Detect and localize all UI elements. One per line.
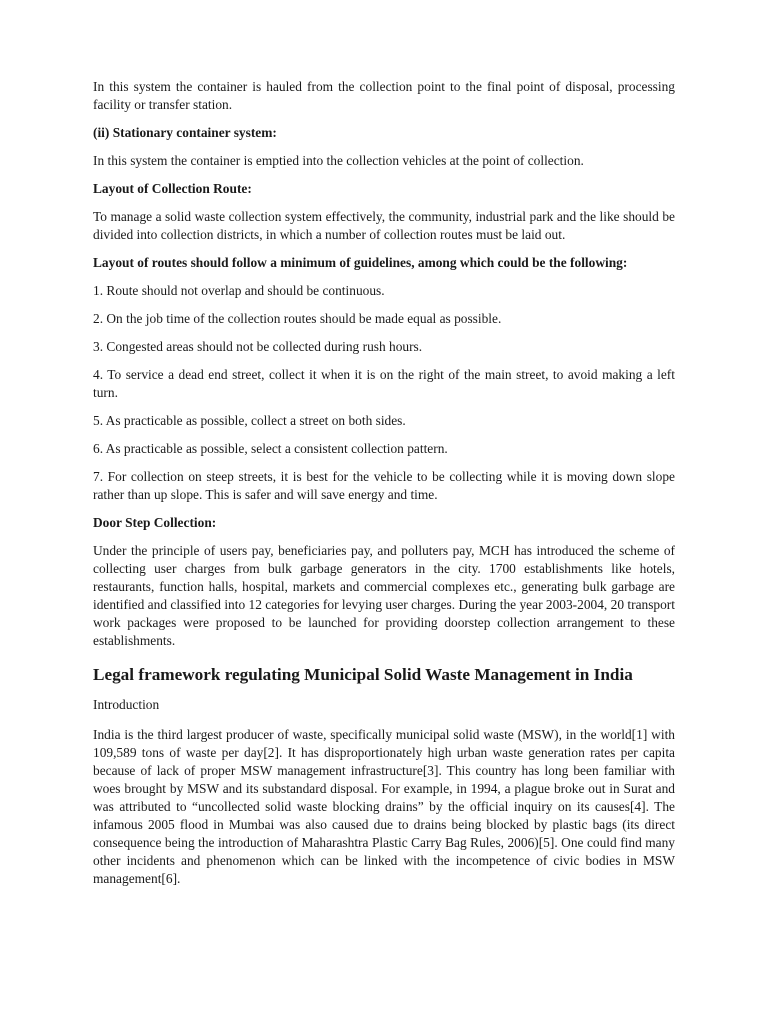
heading-door-step: Door Step Collection: (93, 515, 217, 530)
guideline-item-3: 3. Congested areas should not be collected during rush hours. (93, 339, 423, 354)
paragraph-introduction: India is the third largest producer of waste, specifically municipal solid waste (MSW), in the world[1] with 109,589 tons of waste per day[2]. It has disproportionately high urban waste generation rates per capita because of lack of proper MSW management infrastructure[3]. This country has long been familiar with woes brought by MSW and its substandard disposal. For example, in 1994, a plague broke out in Surat and was attributed to “uncollected solid waste blocking drains” by the official inquiry on its causes[4]. The infamous 2005 flood in Mumbai was also caused due to drains being blocked by plastic bags (its direct consequence being the introduction of Maharashtra Plastic Carry Bag Rules, 2006)[5]. One could find many other incidents and phenomenon which can be linked with the incompetence of civic bodies in MSW management[6]. (93, 727, 675, 886)
guideline-item-1: 1. Route should not overlap and should be continuous. (93, 283, 385, 298)
guideline-item-2: 2. On the job time of the collection routes should be made equal as possible. (93, 311, 502, 326)
heading-route-guidelines: Layout of routes should follow a minimum of guidelines, among which could be the following: (93, 255, 628, 270)
document-page (93, 78, 675, 888)
guideline-item-7: 7. For collection on steep streets, it is best for the vehicle to be collecting while it is moving down slope rather than up slope. This is safer and will save energy and time. (93, 469, 675, 502)
guideline-item-5: 5. As practicable as possible, collect a street on both sides. (93, 413, 406, 428)
paragraph-collection-districts: To manage a solid waste collection system effectively, the community, industrial park and the like should be divided into collection districts, in which a number of collection routes must be laid out. (93, 209, 675, 242)
heading-legal-framework: Legal framework regulating Municipal Solid Waste Management in India (93, 665, 633, 684)
paragraph-stationary-system: In this system the container is emptied into the collection vehicles at the point of collection. (93, 153, 584, 168)
heading-stationary-container: (ii) Stationary container system: (93, 125, 277, 140)
guideline-item-6: 6. As practicable as possible, select a consistent collection pattern. (93, 441, 448, 456)
heading-introduction: Introduction (93, 697, 160, 712)
paragraph-hauled-system: In this system the container is hauled from the collection point to the final point of disposal, processing facility or transfer station. (93, 79, 675, 112)
paragraph-door-step: Under the principle of users pay, beneficiaries pay, and polluters pay, MCH has introduced the scheme of collecting user charges from bulk garbage generators in the city. 1700 establishments like hotels, restaurants, function halls, hospital, markets and commercial complexes etc., generating bulk garbage are identified and classified into 12 categories for levying user charges. During the year 2003-2004, 20 transport work packages were proposed to be launched for providing doorstep collection arrangement to these establishments. (93, 543, 675, 648)
heading-layout-route: Layout of Collection Route: (93, 181, 252, 196)
guideline-item-4: 4. To service a dead end street, collect it when it is on the right of the main street, to avoid making a left turn. (93, 367, 675, 400)
